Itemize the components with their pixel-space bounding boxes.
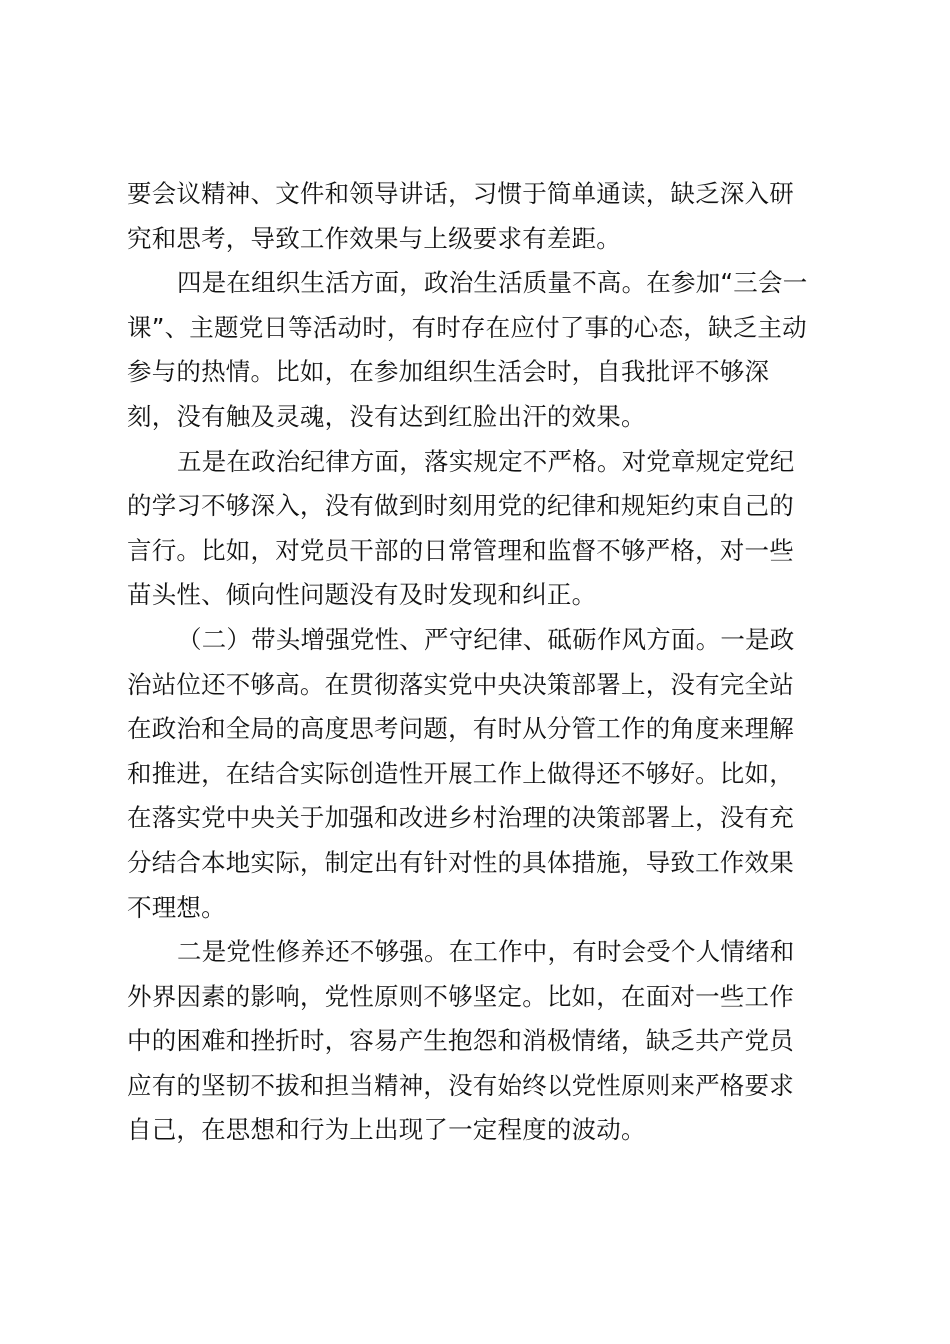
text-line: 分结合本地实际，制定出有针对性的具体措施，导致工作效果	[127, 847, 794, 877]
text-line: 要会议精神、文件和领导讲话，习惯于简单通读，缺乏深入研	[127, 179, 794, 208]
text-line: 在落实党中央关于加强和改进乡村治理的决策部署上，没有充	[127, 803, 794, 833]
text-line: 二是党性修养还不够强。在工作中，有时会受个人情绪和	[177, 937, 795, 967]
text-line: 应有的坚韧不拔和担当精神，没有始终以党性原则来严格要求	[127, 1070, 794, 1100]
text-line: 五是在政治纪律方面，落实规定不严格。对党章规定党纪	[177, 446, 795, 476]
text-line: 在政治和全局的高度思考问题，有时从分管工作的角度来理解	[127, 714, 794, 744]
text-line: 刻，没有触及灵魂，没有达到红脸出汗的效果。	[127, 401, 646, 431]
text-line: 究和思考，导致工作效果与上级要求有差距。	[127, 223, 621, 253]
text-line: 四是在组织生活方面，政治生活质量不高。在参加“三会一	[177, 268, 808, 298]
text-line: 参与的热情。比如，在参加组织生活会时，自我批评不够深	[127, 357, 770, 387]
text-line: 治站位还不够高。在贯彻落实党中央决策部署上，没有完全站	[127, 669, 794, 699]
text-line: 和推进，在结合实际创造性开展工作上做得还不够好。比如，	[127, 758, 794, 788]
text-line: 自己，在思想和行为上出现了一定程度的波动。	[127, 1115, 646, 1145]
text-line: 的学习不够深入，没有做到时刻用党的纪律和规矩约束自己的	[127, 491, 794, 521]
text-line: （二）带头增强党性、严守纪律、砥砺作风方面。一是政	[177, 624, 795, 654]
document-body	[127, 172, 827, 1153]
text-line: 课”、主题党日等活动时，有时存在应付了事的心态，缺乏主动	[127, 312, 807, 342]
text-line: 言行。比如，对党员干部的日常管理和监督不够严格，对一些	[127, 535, 794, 565]
text-line: 苗头性、倾向性问题没有及时发现和纠正。	[127, 580, 597, 610]
text-line: 中的困难和挫折时，容易产生抱怨和消极情绪，缺乏共产党员	[127, 1026, 794, 1056]
text-line: 外界因素的影响，党性原则不够坚定。比如，在面对一些工作	[127, 981, 794, 1011]
text-line: 不理想。	[127, 892, 226, 922]
